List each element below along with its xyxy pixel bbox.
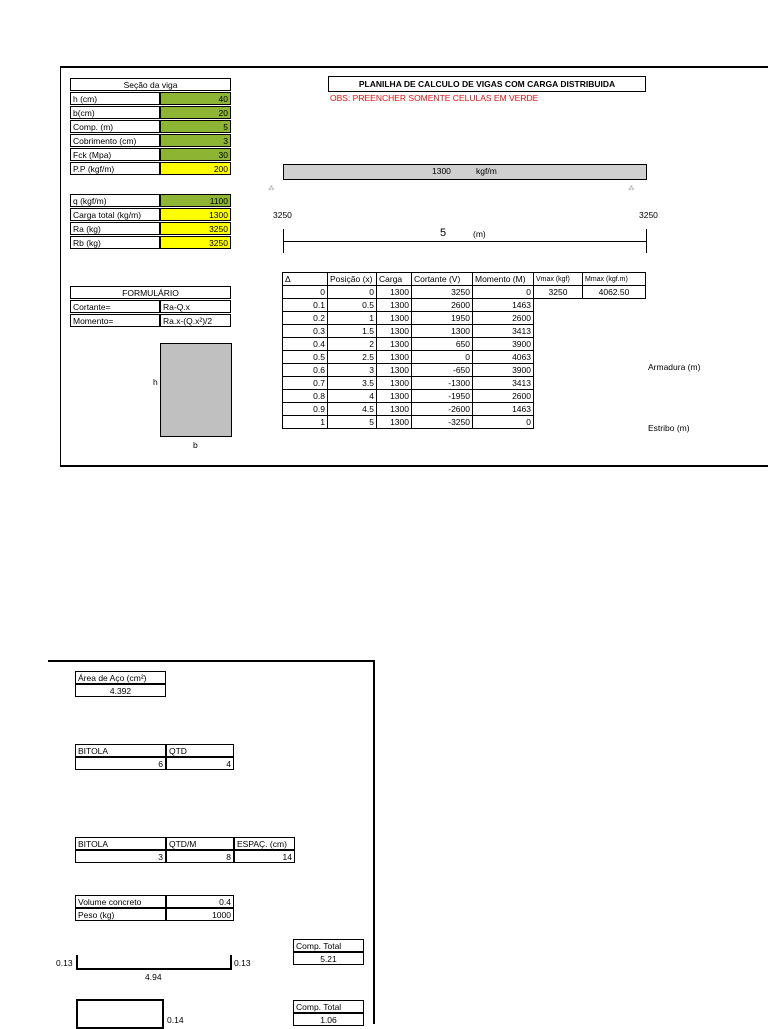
bitola-long-value: 6: [75, 757, 166, 770]
stirrup-total-value: 1.06: [293, 1013, 364, 1026]
table-row: [283, 338, 646, 351]
results-cell: 1300: [377, 325, 412, 338]
results-cell: 1300: [377, 299, 412, 312]
results-cell: 0: [473, 416, 534, 429]
formula-cortante: Ra-Q.x: [160, 300, 231, 313]
bitola-estribo-header: BITOLA: [75, 837, 166, 850]
mmax-value: 4062.50: [583, 286, 646, 299]
stirrup-side: 0.14: [167, 1015, 184, 1025]
results-cell: 0.4: [283, 338, 328, 351]
sheet2-right-border: [373, 660, 375, 1024]
load-param-value[interactable]: 1100: [160, 194, 231, 207]
span-tick-right: [646, 229, 647, 253]
volume-concreto-value: 0.4: [166, 895, 234, 908]
results-cell: -1300: [412, 377, 473, 390]
bar-hook-left: 0.13: [56, 958, 73, 968]
results-header-cell: Mmax (kgf.m): [583, 273, 646, 286]
results-cell: 0: [473, 286, 534, 299]
results-header-cell: Carga: [377, 273, 412, 286]
results-cell: -2600: [412, 403, 473, 416]
results-cell: 0: [412, 351, 473, 364]
bar-hook-left-line: [76, 955, 78, 969]
results-cell: 1300: [377, 286, 412, 299]
results-cell: 0.1: [283, 299, 328, 312]
stirrup-shape: [76, 999, 164, 1029]
sheet-title: PLANILHA DE CALCULO DE VIGAS COM CARGA DISTRIBUIDA: [328, 76, 646, 92]
span-dimension-line: [283, 241, 646, 242]
table-row: [283, 416, 646, 429]
results-cell: 0.9: [283, 403, 328, 416]
table-row: [283, 299, 646, 312]
results-cell: 1463: [473, 299, 534, 312]
section-param-value[interactable]: 40: [160, 92, 231, 105]
results-cell: 0.3: [283, 325, 328, 338]
section-param-value[interactable]: 20: [160, 106, 231, 119]
table-row: [283, 377, 646, 390]
peso-label: Peso (kg): [75, 908, 166, 921]
results-cell: 0.6: [283, 364, 328, 377]
results-header-cell: Posição (x): [328, 273, 377, 286]
section-param-value[interactable]: 5: [160, 120, 231, 133]
sheet2-top-border: [48, 660, 374, 662]
results-cell: 3900: [473, 364, 534, 377]
espac-estribo-value: 14: [234, 850, 295, 863]
sheet-top-border: [60, 66, 768, 68]
vmax-value: 3250: [534, 286, 583, 299]
results-cell: 2.5: [328, 351, 377, 364]
results-cell: 1300: [412, 325, 473, 338]
table-row: [283, 286, 646, 299]
formula-label-cortante: Cortante=: [70, 300, 160, 313]
load-param-label: Rb (kg): [70, 236, 160, 249]
load-param-value: 1300: [160, 208, 231, 221]
results-cell: 3413: [473, 377, 534, 390]
left-support-icon: ⁂: [268, 185, 275, 192]
results-header-cell: Δ: [283, 273, 328, 286]
results-cell: 1300: [377, 364, 412, 377]
bitola-long-header: BITOLA: [75, 744, 166, 757]
results-cell: 0.5: [328, 299, 377, 312]
peso-value: 1000: [166, 908, 234, 921]
section-param-value[interactable]: 30: [160, 148, 231, 161]
results-cell: 1300: [377, 416, 412, 429]
results-cell: 4: [328, 390, 377, 403]
load-param-label: q (kgf/m): [70, 194, 160, 207]
bar-total-label: Comp. Total: [293, 939, 364, 952]
results-cell: 0: [283, 286, 328, 299]
results-cell: 0.7: [283, 377, 328, 390]
results-cell: 1: [283, 416, 328, 429]
results-cell: 1463: [473, 403, 534, 416]
qtd-estribo-header: QTD/M: [166, 837, 234, 850]
table-row: [283, 312, 646, 325]
section-param-value: 200: [160, 162, 231, 175]
estribo-label: Estribo (m): [648, 423, 690, 433]
bar-total-value: 5.21: [293, 952, 364, 965]
results-cell: 1300: [377, 403, 412, 416]
results-cell: 2: [328, 338, 377, 351]
table-row: [283, 325, 646, 338]
results-header-cell: Vmax (kgf): [534, 273, 583, 286]
load-value: 1300: [432, 166, 451, 176]
qtd-estribo-value: 8: [166, 850, 234, 863]
load-param-label: Ra (kg): [70, 222, 160, 235]
load-param-value: 3250: [160, 236, 231, 249]
results-cell: 650: [412, 338, 473, 351]
section-b-label: b: [193, 440, 198, 450]
table-row: [283, 403, 646, 416]
section-param-label: Cobrimento (cm): [70, 134, 160, 147]
results-header-cell: Cortante (V): [412, 273, 473, 286]
qtd-long-header: QTD: [166, 744, 234, 757]
distributed-load-bar: [283, 164, 647, 180]
right-reaction: 3250: [639, 210, 658, 220]
left-reaction: 3250: [273, 210, 292, 220]
table-row: [283, 390, 646, 403]
qtd-long-value: 4: [166, 757, 234, 770]
results-cell: 1300: [377, 377, 412, 390]
results-cell: 4063: [473, 351, 534, 364]
results-table: [282, 272, 646, 429]
obs-note: OBS: PREENCHER SOMENTE CELULAS EM VERDE: [330, 93, 539, 103]
results-cell: 3: [328, 364, 377, 377]
beam-section-rect: [160, 343, 232, 437]
formulario-title: FORMULÁRIO: [70, 286, 231, 299]
results-cell: 3413: [473, 325, 534, 338]
load-unit: kgf/m: [476, 166, 497, 176]
results-header-cell: Momento (M): [473, 273, 534, 286]
results-cell: 0: [328, 286, 377, 299]
sheet-bottom-border: [60, 465, 768, 467]
section-param-label: b(cm): [70, 106, 160, 119]
results-cell: -3250: [412, 416, 473, 429]
results-cell: 5: [328, 416, 377, 429]
table-row: [283, 351, 646, 364]
longitudinal-bar: [76, 968, 232, 970]
section-param-value[interactable]: 3: [160, 134, 231, 147]
bar-hook-right-line: [230, 955, 232, 969]
results-cell: 1300: [377, 312, 412, 325]
espac-estribo-header: ESPAÇ. (cm): [234, 837, 295, 850]
bitola-estribo-value: 3: [75, 850, 166, 863]
span-unit: (m): [473, 229, 486, 239]
results-cell: 4.5: [328, 403, 377, 416]
load-param-label: Carga total (kg/m): [70, 208, 160, 221]
formula-momento: Ra.x-(Q.x²)/2: [160, 314, 231, 327]
results-cell: 3900: [473, 338, 534, 351]
results-cell: 0.2: [283, 312, 328, 325]
results-cell: 1300: [377, 351, 412, 364]
results-cell: -650: [412, 364, 473, 377]
formula-label-momento: Momento=: [70, 314, 160, 327]
volume-concreto-label: Volume concreto: [75, 895, 166, 908]
bar-hook-right: 0.13: [234, 958, 251, 968]
section-h-label: h: [153, 377, 158, 387]
area-aco-value: 4.392: [75, 684, 166, 697]
right-support-icon: ⁂: [628, 185, 635, 192]
stirrup-total-label: Comp. Total: [293, 1000, 364, 1013]
table-row: [283, 364, 646, 377]
results-cell: 1300: [377, 338, 412, 351]
section-param-label: Fck (Mpa): [70, 148, 160, 161]
results-cell: 1.5: [328, 325, 377, 338]
span-value: 5: [440, 227, 447, 239]
bar-length: 4.94: [145, 972, 162, 982]
results-cell: -1950: [412, 390, 473, 403]
section-title: Seção da viga: [70, 78, 231, 91]
results-cell: 3.5: [328, 377, 377, 390]
results-cell: 1950: [412, 312, 473, 325]
armadura-label: Armadura (m): [648, 362, 701, 372]
results-cell: 2600: [473, 390, 534, 403]
section-param-label: Comp. (m): [70, 120, 160, 133]
section-param-label: h (cm): [70, 92, 160, 105]
results-cell: 0.5: [283, 351, 328, 364]
results-cell: 0.8: [283, 390, 328, 403]
results-cell: 1300: [377, 390, 412, 403]
results-cell: 1: [328, 312, 377, 325]
section-param-label: P.P (kgf/m): [70, 162, 160, 175]
area-aco-label: Área de Aço (cm²): [75, 671, 166, 684]
results-cell: 2600: [412, 299, 473, 312]
results-cell: 3250: [412, 286, 473, 299]
load-param-value: 3250: [160, 222, 231, 235]
results-cell: 2600: [473, 312, 534, 325]
